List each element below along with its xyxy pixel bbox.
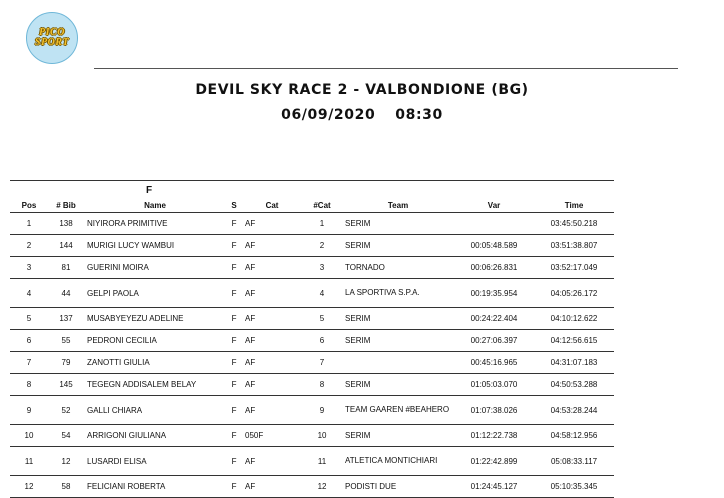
column-header-row bbox=[10, 199, 614, 213]
cell-sex: F bbox=[226, 257, 242, 279]
cell-cat: AF bbox=[242, 235, 302, 257]
cell-sex: F bbox=[226, 352, 242, 374]
cell-team: ATLETICA MONTICHIARI bbox=[342, 447, 454, 476]
table-row bbox=[10, 308, 614, 330]
cell-cat: AF bbox=[242, 257, 302, 279]
cell-team: TEAM GAAREN #BEAHERO bbox=[342, 396, 454, 425]
cell-time: 05:10:35.345 bbox=[534, 476, 614, 498]
cell-time: 03:45:50.218 bbox=[534, 213, 614, 235]
cell-sex: F bbox=[226, 279, 242, 308]
table-row bbox=[10, 235, 614, 257]
cell-catpos: 7 bbox=[302, 352, 342, 374]
cell-pos: 10 bbox=[10, 425, 48, 447]
table-row bbox=[10, 330, 614, 352]
cell-pos: 5 bbox=[10, 308, 48, 330]
results-table-container bbox=[10, 180, 614, 498]
cell-time: 04:12:56.615 bbox=[534, 330, 614, 352]
cell-team: SERIM bbox=[342, 425, 454, 447]
cell-catpos: 5 bbox=[302, 308, 342, 330]
table-row bbox=[10, 213, 614, 235]
cell-catpos: 2 bbox=[302, 235, 342, 257]
cell-bib: 44 bbox=[48, 279, 84, 308]
cell-cat: AF bbox=[242, 308, 302, 330]
cell-sex: F bbox=[226, 235, 242, 257]
cell-time: 03:52:17.049 bbox=[534, 257, 614, 279]
cell-name: GUERINI MOIRA bbox=[84, 257, 226, 279]
cell-sex: F bbox=[226, 396, 242, 425]
cell-pos: 8 bbox=[10, 374, 48, 396]
cell-team: LA SPORTIVA S.P.A. bbox=[342, 279, 454, 308]
cell-catpos: 12 bbox=[302, 476, 342, 498]
cell-pos: 11 bbox=[10, 447, 48, 476]
cell-team: SERIM bbox=[342, 235, 454, 257]
cell-var bbox=[454, 213, 534, 235]
table-row bbox=[10, 447, 614, 476]
cell-var: 01:07:38.026 bbox=[454, 396, 534, 425]
cell-bib: 145 bbox=[48, 374, 84, 396]
table-row bbox=[10, 257, 614, 279]
cell-var: 01:24:45.127 bbox=[454, 476, 534, 498]
cell-catpos: 4 bbox=[302, 279, 342, 308]
cell-bib: 138 bbox=[48, 213, 84, 235]
cell-cat: AF bbox=[242, 213, 302, 235]
cell-time: 04:58:12.956 bbox=[534, 425, 614, 447]
cell-pos: 12 bbox=[10, 476, 48, 498]
cell-name: NIYIRORA PRIMITIVE bbox=[84, 213, 226, 235]
col-header-name: Name bbox=[84, 199, 226, 213]
cell-var: 01:12:22.738 bbox=[454, 425, 534, 447]
cell-team: SERIM bbox=[342, 308, 454, 330]
cell-var: 00:27:06.397 bbox=[454, 330, 534, 352]
cell-catpos: 1 bbox=[302, 213, 342, 235]
cell-var: 00:19:35.954 bbox=[454, 279, 534, 308]
cell-pos: 6 bbox=[10, 330, 48, 352]
results-table bbox=[10, 180, 614, 498]
cell-bib: 12 bbox=[48, 447, 84, 476]
cell-sex: F bbox=[226, 308, 242, 330]
cell-catpos: 3 bbox=[302, 257, 342, 279]
cell-time: 04:53:28.244 bbox=[534, 396, 614, 425]
cell-time: 04:31:07.183 bbox=[534, 352, 614, 374]
col-header-pos: Pos bbox=[10, 199, 48, 213]
cell-cat: 050F bbox=[242, 425, 302, 447]
cell-sex: F bbox=[226, 213, 242, 235]
cell-bib: 144 bbox=[48, 235, 84, 257]
cell-var: 00:45:16.965 bbox=[454, 352, 534, 374]
cell-var: 00:06:26.831 bbox=[454, 257, 534, 279]
cell-pos: 2 bbox=[10, 235, 48, 257]
cell-var: 00:05:48.589 bbox=[454, 235, 534, 257]
table-row bbox=[10, 396, 614, 425]
cell-name: TEGEGN ADDISALEM BELAY bbox=[84, 374, 226, 396]
table-row bbox=[10, 374, 614, 396]
logo-text-line1: PICO bbox=[39, 27, 65, 38]
cell-team bbox=[342, 352, 454, 374]
col-header-bib: # Bib bbox=[48, 199, 84, 213]
header-rule bbox=[94, 68, 678, 69]
cell-cat: AF bbox=[242, 374, 302, 396]
cell-cat: AF bbox=[242, 352, 302, 374]
cell-pos: 7 bbox=[10, 352, 48, 374]
group-header-row bbox=[10, 181, 614, 200]
cell-cat: AF bbox=[242, 447, 302, 476]
cell-catpos: 6 bbox=[302, 330, 342, 352]
cell-sex: F bbox=[226, 447, 242, 476]
cell-team: TORNADO bbox=[342, 257, 454, 279]
cell-bib: 79 bbox=[48, 352, 84, 374]
cell-cat: AF bbox=[242, 279, 302, 308]
race-date: 06/09/2020 bbox=[281, 107, 376, 123]
table-row bbox=[10, 279, 614, 308]
race-time: 08:30 bbox=[395, 107, 443, 123]
cell-pos: 3 bbox=[10, 257, 48, 279]
table-row bbox=[10, 425, 614, 447]
table-row bbox=[10, 476, 614, 498]
cell-name: GELPI PAOLA bbox=[84, 279, 226, 308]
cell-name: PEDRONI CECILIA bbox=[84, 330, 226, 352]
cell-catpos: 8 bbox=[302, 374, 342, 396]
race-datetime bbox=[0, 107, 724, 123]
cell-pos: 4 bbox=[10, 279, 48, 308]
cell-var: 01:05:03.070 bbox=[454, 374, 534, 396]
cell-team: SERIM bbox=[342, 374, 454, 396]
cell-bib: 58 bbox=[48, 476, 84, 498]
cell-team: SERIM bbox=[342, 213, 454, 235]
cell-time: 03:51:38.807 bbox=[534, 235, 614, 257]
cell-catpos: 10 bbox=[302, 425, 342, 447]
cell-bib: 137 bbox=[48, 308, 84, 330]
cell-time: 04:50:53.288 bbox=[534, 374, 614, 396]
cell-sex: F bbox=[226, 330, 242, 352]
cell-name: MUSABYEYEZU ADELINE bbox=[84, 308, 226, 330]
cell-bib: 54 bbox=[48, 425, 84, 447]
cell-time: 04:05:26.172 bbox=[534, 279, 614, 308]
cell-name: FELICIANI ROBERTA bbox=[84, 476, 226, 498]
cell-team: SERIM bbox=[342, 330, 454, 352]
cell-bib: 52 bbox=[48, 396, 84, 425]
cell-cat: AF bbox=[242, 476, 302, 498]
col-header-catpos: #Cat bbox=[302, 199, 342, 213]
cell-name: ARRIGONI GIULIANA bbox=[84, 425, 226, 447]
cell-time: 04:10:12.622 bbox=[534, 308, 614, 330]
cell-bib: 55 bbox=[48, 330, 84, 352]
cell-time: 05:08:33.117 bbox=[534, 447, 614, 476]
cell-sex: F bbox=[226, 374, 242, 396]
cell-sex: F bbox=[226, 476, 242, 498]
cell-cat: AF bbox=[242, 396, 302, 425]
logo-text-line2: SPORT bbox=[34, 37, 70, 48]
cell-sex: F bbox=[226, 425, 242, 447]
pico-sport-logo bbox=[26, 12, 78, 64]
cell-name: GALLI CHIARA bbox=[84, 396, 226, 425]
cell-pos: 1 bbox=[10, 213, 48, 235]
cell-catpos: 9 bbox=[302, 396, 342, 425]
col-header-sex: S bbox=[226, 199, 242, 213]
cell-catpos: 11 bbox=[302, 447, 342, 476]
cell-bib: 81 bbox=[48, 257, 84, 279]
group-label: F bbox=[10, 181, 226, 200]
cell-name: ZANOTTI GIULIA bbox=[84, 352, 226, 374]
race-title: DEVIL SKY RACE 2 - VALBONDIONE (BG) bbox=[195, 82, 529, 98]
cell-cat: AF bbox=[242, 330, 302, 352]
cell-var: 00:24:22.404 bbox=[454, 308, 534, 330]
table-row bbox=[10, 352, 614, 374]
col-header-team: Team bbox=[342, 199, 454, 213]
cell-name: MURIGI LUCY WAMBUI bbox=[84, 235, 226, 257]
col-header-var: Var bbox=[454, 199, 534, 213]
cell-var: 01:22:42.899 bbox=[454, 447, 534, 476]
col-header-time: Time bbox=[534, 199, 614, 213]
col-header-cat: Cat bbox=[242, 199, 302, 213]
cell-team: PODISTI DUE bbox=[342, 476, 454, 498]
cell-pos: 9 bbox=[10, 396, 48, 425]
cell-name: LUSARDI ELISA bbox=[84, 447, 226, 476]
